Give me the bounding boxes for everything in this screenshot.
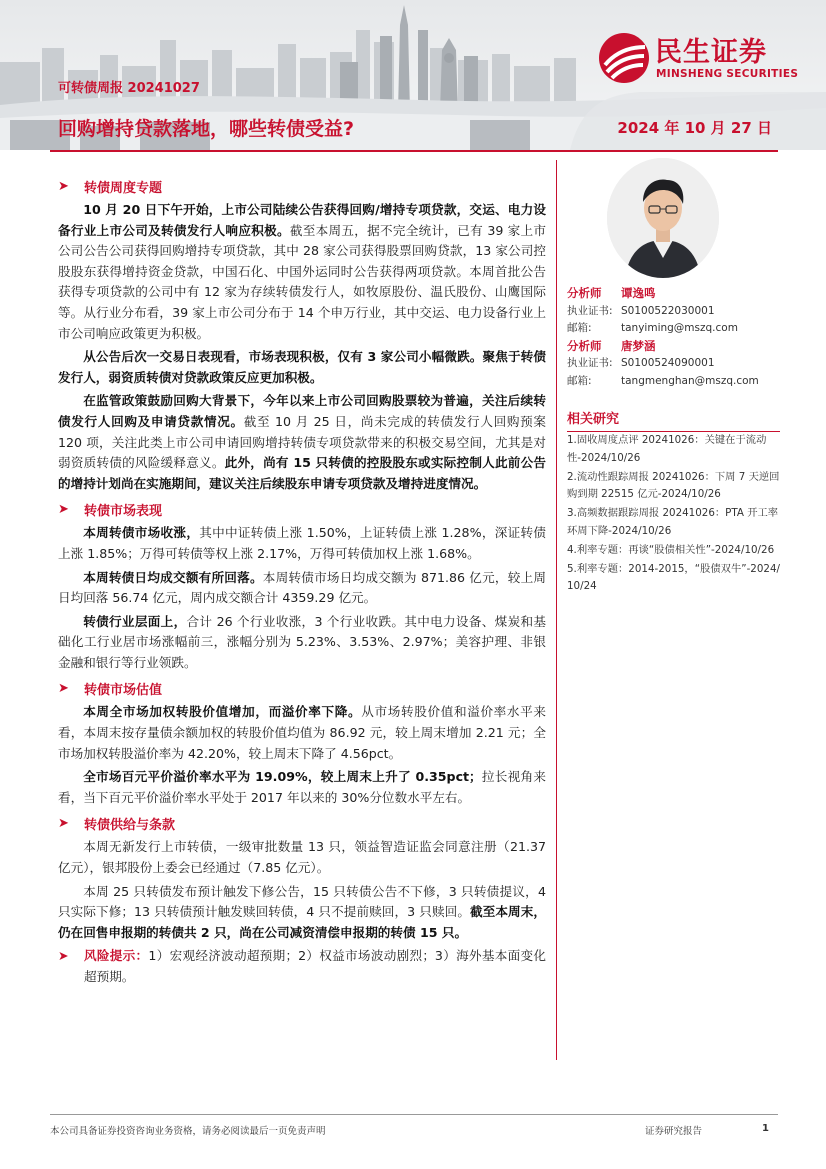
paragraph-bold-text: 10 月 20 日下午开始，上市公司陆续公告获得回购/增持专项贷款，交运、电力设备行业上市公司及转债发行人响应积极。 xyxy=(58,202,546,238)
paragraph-text: 合计 26 个行业收涨，3 个行业收跌。其中电力设备、煤炭和基础化工行业居市场涨幅前三，涨幅分别为 5.23%、3.53%、2.97%；美容护理、非银金融和银行等行业领跌。 xyxy=(58,613,546,670)
paragraph-bold-text: 转债行业层面上， xyxy=(83,613,187,629)
email-label: 邮箱: xyxy=(567,322,592,334)
analyst-portrait-image xyxy=(607,158,719,278)
paragraph xyxy=(58,347,546,388)
paragraph-bold-text: 全市场百元平价溢价率水平为 19.09%，较上周末上升了 0.35pct； xyxy=(83,769,482,785)
analyst-role: 分析师 xyxy=(567,286,602,300)
analyst-email-link[interactable]: tanyiming@mszq.com xyxy=(621,322,738,334)
related-research-item[interactable]: 2.流动性跟踪周报 20241026：下周 7 天逆回购到期 22515 亿元-2024/10/26 xyxy=(567,470,780,500)
section-arrow-icon: ➤ xyxy=(58,815,69,831)
analyst-email-link[interactable]: tangmenghan@mszq.com xyxy=(621,374,759,387)
analyst-role: 分析师 xyxy=(567,338,602,353)
analyst-email-row xyxy=(567,320,782,338)
section-arrow-icon: ➤ xyxy=(58,680,69,696)
analyst-email-row xyxy=(567,373,782,391)
paragraph-text: 本周转债市场日均成交额为 871.86 亿元，较上周日均回落 56.74 亿元，周内成交额合计 4359.29 亿元。 xyxy=(58,569,546,606)
logo-chinese-name: 民生证券 xyxy=(655,37,767,68)
paragraph-bold-text: 从公告后次一交易日表现看，市场表现积极，仅有 3 家公司小幅微跌。聚焦于转债发行人，弱资质转债对贷款政策反应更加积极。 xyxy=(58,349,546,385)
section-title: 转债市场表现 xyxy=(84,503,163,519)
analyst-info xyxy=(567,285,782,390)
paragraph-text: 其中中证转债上涨 1.50%，上证转债上涨 1.28%，深证转债上涨 1.85%；万得可转债等权上涨 2.17%，万得可转债加权上涨 1.68%。 xyxy=(58,525,547,561)
related-research-item[interactable]: 3.高频数据跟踪周报 20241026：PTA 开工率环周下降-2024/10/26 xyxy=(567,507,779,537)
analyst-license-row xyxy=(567,355,782,373)
report-series-tag: 可转债周报 20241027 xyxy=(58,81,200,96)
analyst-name: 谭逸鸣 xyxy=(621,286,656,300)
paragraph xyxy=(58,523,546,564)
paragraph-text: 截至本周五，据不完全统计，已有 39 家上市公司公告公司获得回购增持专项贷款，其中 28 家公司获得股票回购贷款，13 家公司控股股东获得增持资金贷款，中国石化、中国外运同时公告获得两项贷款。本周首批公告获得专项贷款的公司中有 12 家为存续转债发行人，如牧原股份、温氏股份、山鹰国际等。从行业分布看，39 家上市公司分布于 14 个申万行业，其中交运、电力设备行业上市公司响应政策更为积极。 xyxy=(58,222,546,341)
column-divider xyxy=(556,160,557,1060)
section-arrow-icon: ➤ xyxy=(58,948,69,964)
analyst-name-row xyxy=(567,285,782,303)
email-label: 邮箱: xyxy=(567,374,592,387)
paragraph-text: 从市场转股价值和溢价率水平来看，本周末按存量债余额加权的转股价值均值为 86.92 元，较上周末增加 2.21 元；全市场加权转股溢价率为 42.20%，较上周末下降了 4.56pct。 xyxy=(58,704,547,761)
paragraph xyxy=(58,391,546,494)
main-content xyxy=(58,175,546,988)
analyst-photo xyxy=(607,158,719,278)
paragraph xyxy=(58,882,546,944)
related-research-list xyxy=(567,432,780,597)
risk-label: 风险提示： xyxy=(84,948,149,964)
section-title: 转债周度专题 xyxy=(84,180,163,196)
license-number: S0100524090001 xyxy=(621,357,715,369)
paragraph: 本周无新发行上市转债，一级审批数量 13 只，领益智造证监会同意注册（21.37 亿元），银邦股份上委会已经通过（7.85 亿元）。 xyxy=(58,839,546,876)
paragraph xyxy=(58,767,546,808)
license-number: S0100522030001 xyxy=(621,304,715,317)
paragraph xyxy=(58,200,546,344)
paragraph-bold-text: 本周全市场加权转股价值增加，而溢价率下降。 xyxy=(83,704,362,720)
footer-disclaimer: 本公司具备证券投资咨询业务资格，请务必阅读最后一页免责声明 xyxy=(50,1126,326,1137)
paragraph-bold-text: 本周转债市场收涨， xyxy=(83,525,200,541)
section-heading xyxy=(58,498,546,520)
risk-text: 1）宏观经济波动超预期；2）权益市场波动剧烈；3）海外基本面变化超预期。 xyxy=(84,948,546,984)
footer-divider xyxy=(50,1114,778,1115)
footer-report-type: 证券研究报告 xyxy=(645,1126,703,1137)
paragraph xyxy=(58,568,546,609)
section-arrow-icon: ➤ xyxy=(58,501,69,517)
paragraph-text: 本周 25 只转债发布预计触发下修公告，15 只转债公告不下修，3 只转债提议，4 只实际下修；13 只转债预计触发赎回转债，4 只不提前赎回，3 只赎回。 xyxy=(58,883,546,920)
section-heading xyxy=(58,677,546,699)
related-research-item[interactable]: 5.利率专题：2014-2015，“股债双牛”-2024/10/24 xyxy=(567,562,780,592)
risk-warning xyxy=(58,946,546,987)
header-banner xyxy=(0,0,826,150)
section-title: 转债供给与条款 xyxy=(84,817,176,833)
paragraph-text: 截至 10 月 25 日，尚未完成的转债发行人回购预案 120 项，关注此类上市公司申请回购增持转债专项贷款带来的积极交易空间，尤其是对弱资质转债的风险缓释意义。 xyxy=(58,413,546,471)
paragraph xyxy=(58,612,546,674)
logo-mark-icon xyxy=(597,31,651,85)
analyst-name: 唐梦涵 xyxy=(621,338,656,353)
brand-logo xyxy=(597,28,807,88)
section-heading xyxy=(58,812,546,834)
paragraph-bold-text: 此外，尚有 15 只转债的控股股东或实际控制人此前公告的增持计划尚在实施期间，建议关注后续股东申请专项贷款及增持进度情况。 xyxy=(58,455,547,491)
report-title: 回购增持贷款落地，哪些转债受益? xyxy=(58,118,355,140)
logo-english-name: MINSHENG SECURITIES xyxy=(656,68,799,80)
paragraph-bold-text: 在监管政策鼓励回购大背景下，今年以来上市公司回购股票较为普遍，关注后续转债发行人回购及申请贷款情况。 xyxy=(58,393,546,429)
license-label: 执业证书: xyxy=(567,304,613,317)
related-research-title: 相关研究 xyxy=(567,408,780,432)
report-date: 2024 年 10 月 27 日 xyxy=(617,119,772,137)
section-heading xyxy=(58,175,546,197)
section-title: 转债市场估值 xyxy=(84,682,163,698)
paragraph-text: 拉长视角来看，当下百元平价溢价率水平处于 2017 年以来的 30%分位数水平左右。 xyxy=(58,769,547,805)
section-arrow-icon: ➤ xyxy=(58,178,69,194)
paragraph-bold-text: 截至本周末，仍在回售申报期的转债共 2 只，尚在公司减资清偿申报期的转债 15 只。 xyxy=(58,904,547,940)
page-number: 1 xyxy=(762,1123,769,1134)
analyst-name-row xyxy=(567,338,782,356)
analyst-license-row xyxy=(567,303,782,321)
paragraph xyxy=(58,702,546,764)
related-research-item[interactable]: 1.固收周度点评 20241026：关键在于流动性-2024/10/26 xyxy=(567,434,767,464)
paragraph-bold-text: 本周转债日均成交额有所回落。 xyxy=(83,569,263,585)
license-label: 执业证书: xyxy=(567,357,613,369)
header-divider xyxy=(50,150,778,152)
related-research-item[interactable]: 4.利率专题：再谈“股债相关性”-2024/10/26 xyxy=(567,543,775,556)
